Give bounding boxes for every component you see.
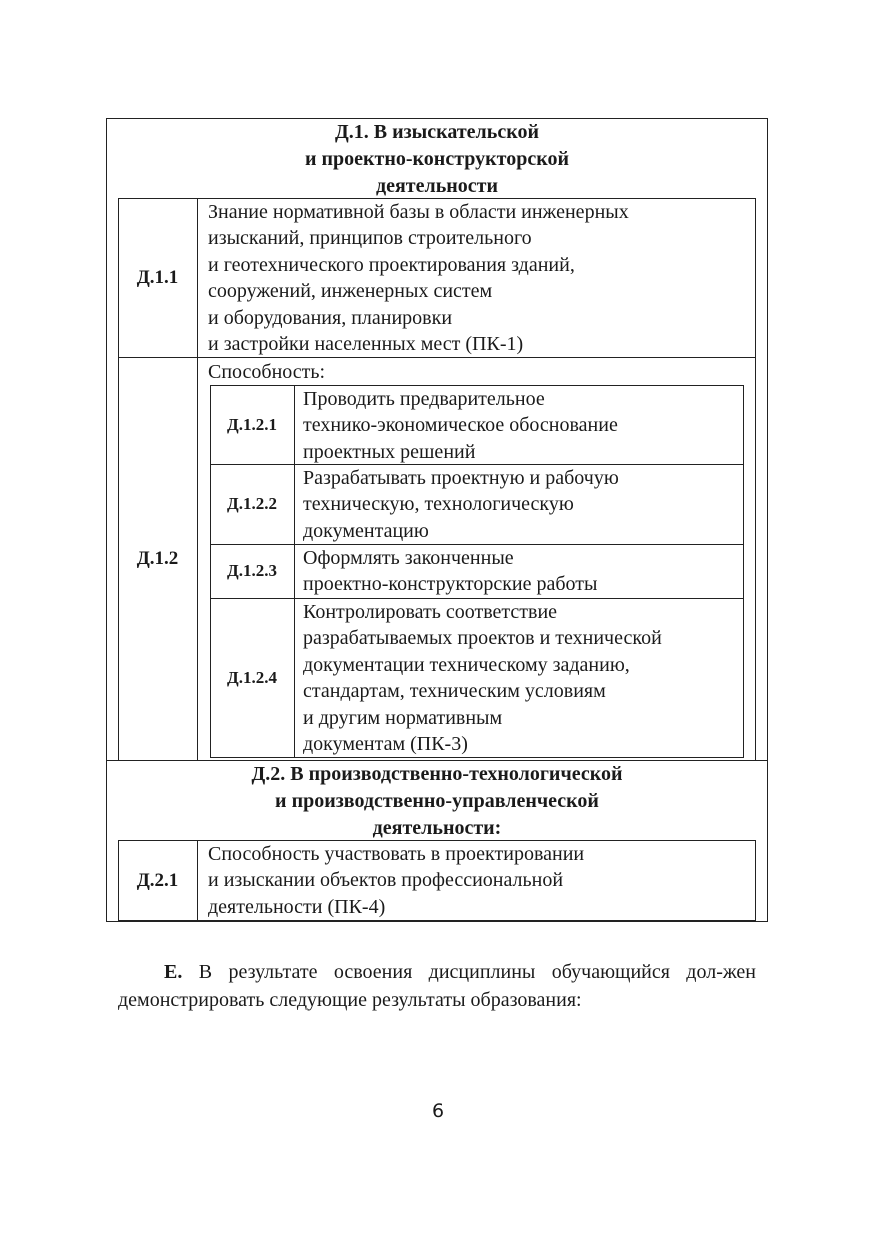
row-intro-d1-2: Способность:	[208, 361, 326, 383]
subrow-code-d1-2-1: Д.1.2.1	[227, 414, 277, 434]
subrow-text-d1-2-2: Разрабатывать проектную и рабочую техническую, технологическую документацию	[303, 467, 619, 542]
subrow-text-d1-2-3: Оформлять законченные проектно-конструкторские работы	[303, 547, 598, 596]
subrow-text-d1-2-1: Проводить предварительное технико-экономическое обоснование проектных решений	[303, 388, 618, 463]
subrow-text-d1-2-4: Контролировать соответствие разрабатываемых проектов и технической документации техническому заданию, стандартам, техническим условиям и другим нормативным документам (ПК-3)	[303, 601, 662, 756]
row-code-d2-1: Д.2.1	[136, 869, 179, 891]
row-text-d1-1: Знание нормативной базы в области инженерных изысканий, принципов строительного и геотехнического проектирования зданий, сооружений, инженерных систем и оборудования, планировки и застройки населенных мест (ПК-1)	[208, 201, 629, 356]
subrow-code-d1-2-2: Д.1.2.2	[227, 494, 277, 513]
paragraph-e	[118, 958, 756, 1014]
subtable-column-divider	[294, 385, 295, 758]
subrow-code-d1-2-3: Д.1.2.3	[227, 561, 277, 580]
paragraph-e-label: Е.	[164, 961, 183, 983]
column-divider	[197, 198, 198, 358]
page-number: 6	[431, 1100, 445, 1122]
section-d1-heading: Д.1. В изыскательской и проектно-конструкторской деятельности	[304, 121, 570, 197]
column-divider	[197, 358, 198, 760]
row-text-d2-1: Способность участвовать в проектировании и изыскании объектов профессиональной деятельности (ПК-4)	[208, 843, 585, 918]
section-d2-heading: Д.2. В производственно-технологической и производственно-управленческой деятельности:	[251, 763, 623, 839]
paragraph-e-text: В результате освоения дисциплины обучающийся дол-жен демонстрировать следующие результаты образования:	[118, 961, 756, 1011]
row-code-d1-1: Д.1.1	[136, 267, 179, 288]
column-divider	[197, 840, 198, 921]
row-code-d1-2: Д.1.2	[136, 548, 179, 569]
subrow-code-d1-2-4: Д.1.2.4	[227, 668, 277, 687]
